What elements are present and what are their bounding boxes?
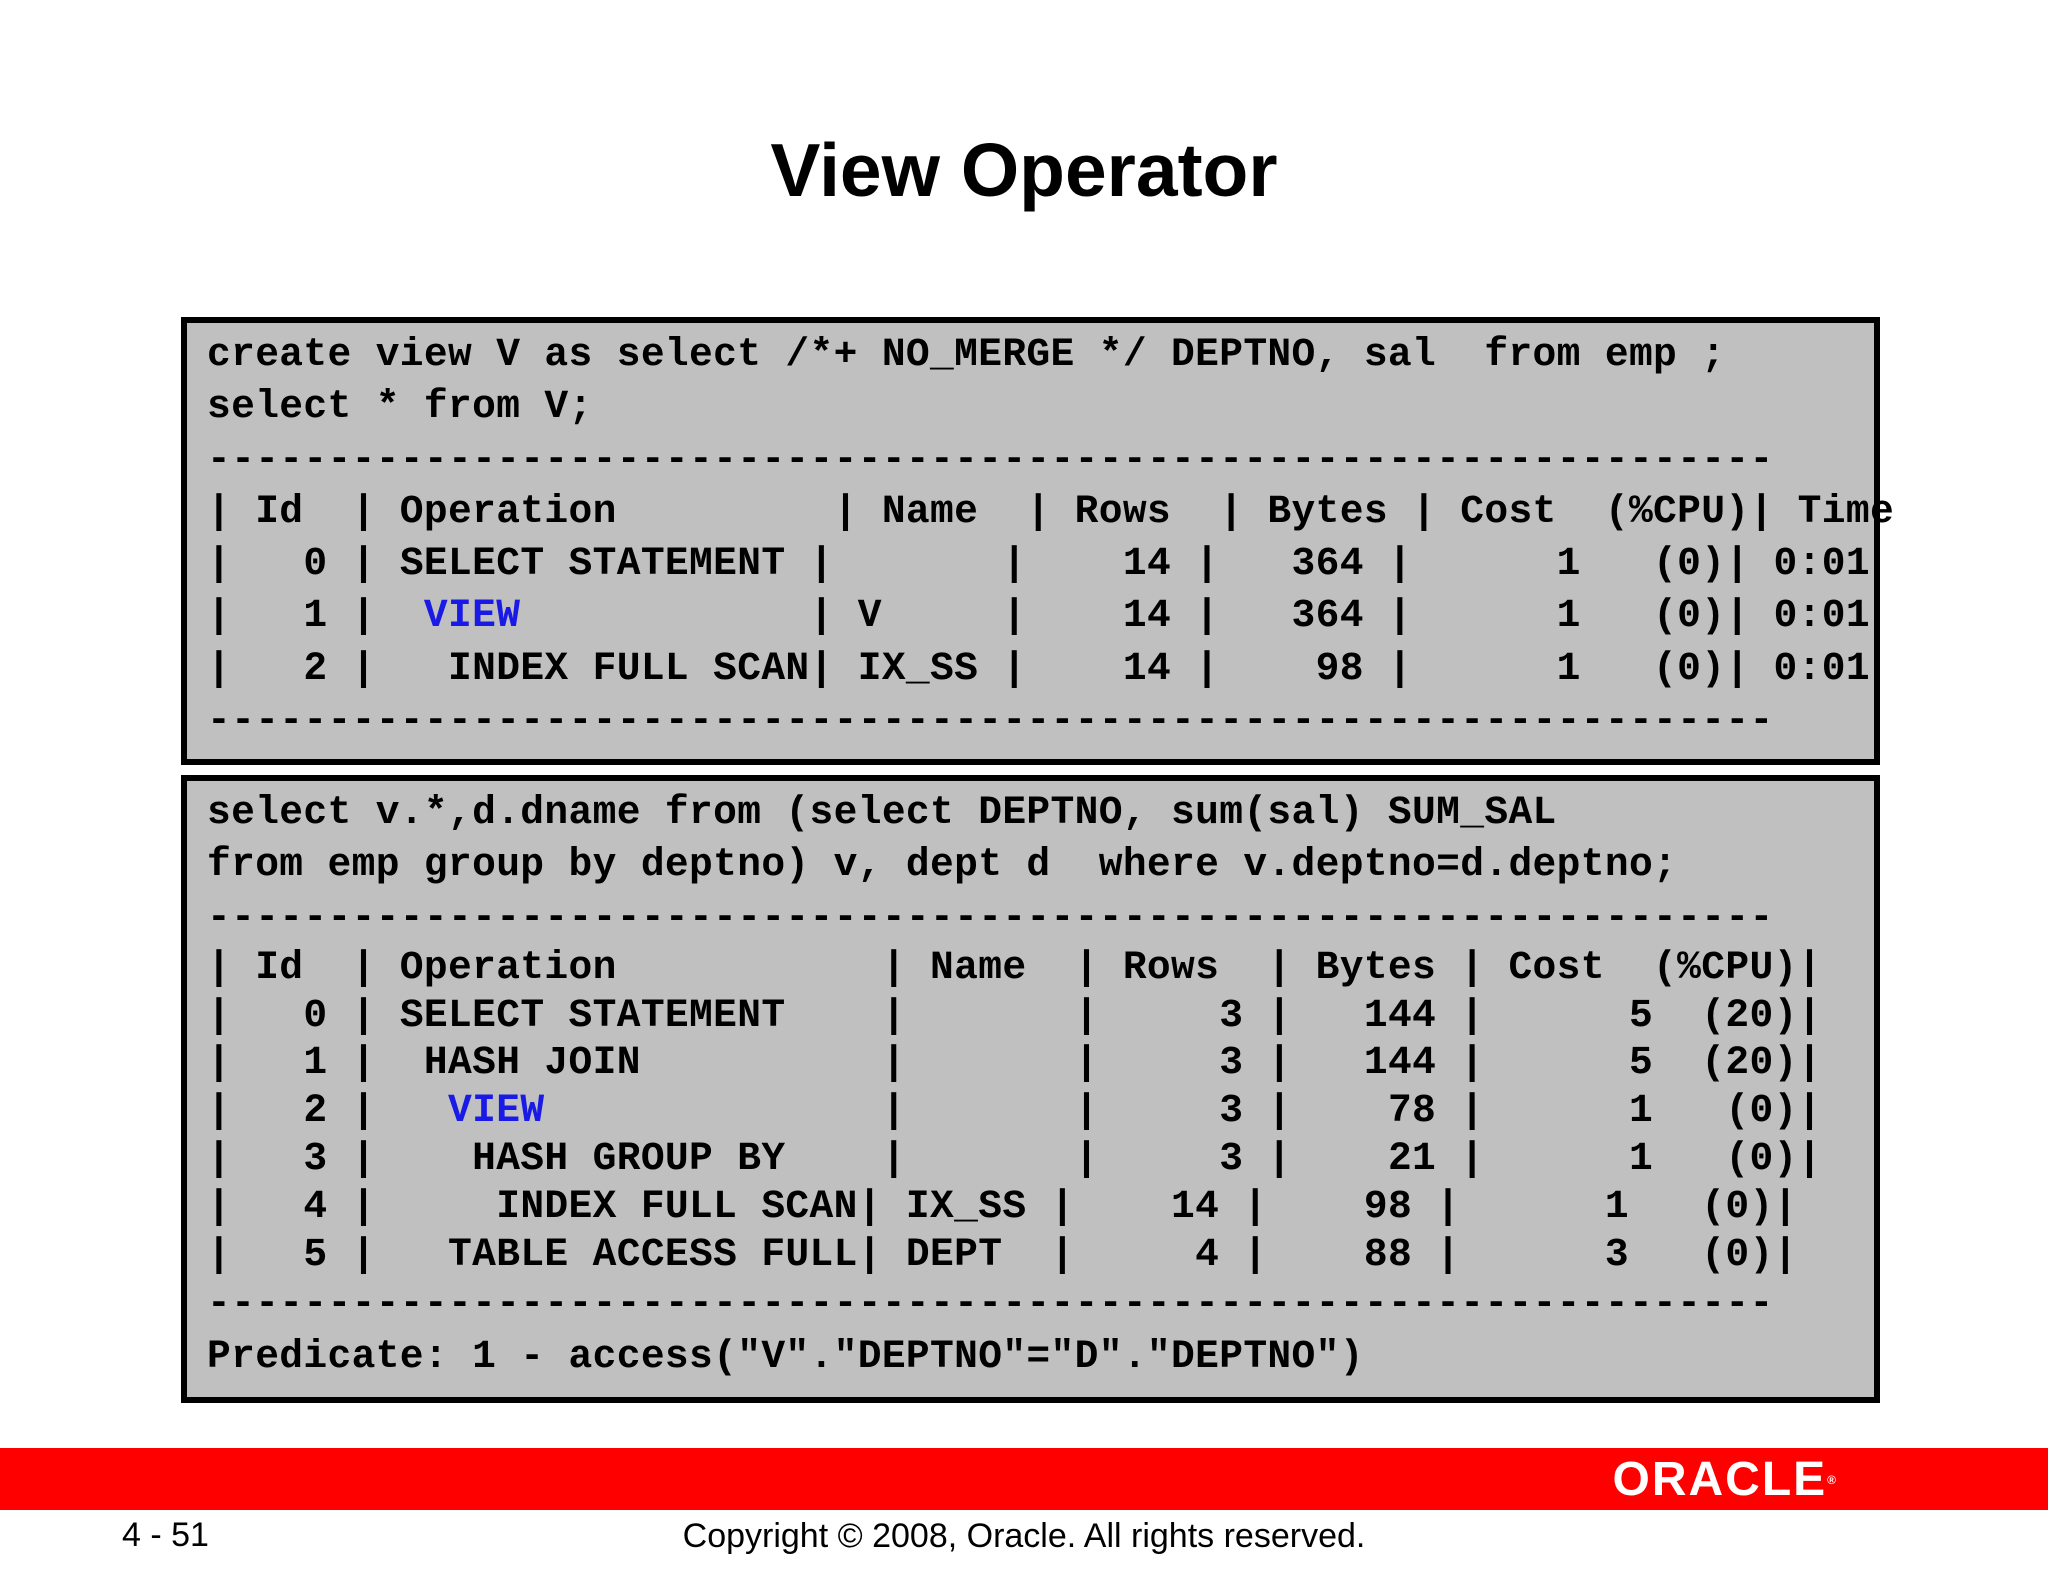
plan-row [207,1087,1874,1135]
slide-title: View Operator [770,128,1278,212]
plan-row-prefix: | 2 | [207,1088,449,1134]
plan-header: | Id | Operation | Name | Rows | Bytes | Cost (%CPU)| Time [207,488,1895,534]
execution-plan-box-inline-view [181,775,1880,1403]
plan-divider: ----------------------------------------------------------------- [207,436,1774,482]
plan-row-values: | | 3 | 21 | 1 (0)| [785,1136,1822,1182]
view-operation-highlight: VIEW [448,1088,545,1134]
plan-row [207,1183,1874,1231]
plan-operation: TABLE ACCESS FULL [448,1231,858,1277]
plan-row-values: | DEPT | 4 | 88 | 3 (0)| [857,1231,1798,1277]
plan-operation: SELECT STATEMENT [399,992,786,1038]
plan-row-prefix: | 3 | [207,1136,473,1182]
execution-plan-box-view [181,317,1895,765]
plan-row-prefix: | 1 | [207,593,424,639]
plan-row-prefix: | 0 | [207,992,400,1038]
plan-divider: ----------------------------------------------------------------- [207,1281,1774,1327]
plan-operation: INDEX FULL SCAN [448,645,810,691]
plan-row [207,590,1874,642]
plan-row [207,992,1874,1040]
slide-number: 4 - 51 [122,1516,209,1554]
plan-divider: ----------------------------------------------------------------- [207,698,1774,744]
plan-row-values: | IX_SS | 14 | 98 | 1 (0)| [857,1183,1798,1229]
plan-operation: INDEX FULL SCAN [496,1183,858,1229]
plan-row-prefix: | 4 | [207,1183,497,1229]
plan-operation: SELECT STATEMENT [399,541,810,587]
plan-row-prefix: | 2 | [207,645,449,691]
plan-row-values: | | 3 | 78 | 1 (0)| [544,1088,1822,1134]
plan-row [207,1135,1874,1183]
plan-row-values: | IX_SS | 14 | 98 | 1 (0)| 0:01 [809,645,1870,691]
sql-line: from emp group by deptno) v, dept d where v.deptno=d.deptno; [207,842,1678,888]
plan-row [207,1231,1874,1279]
sql-line: select v.*,d.dname from (select DEPTNO, sum(sal) SUM_SAL [207,790,1557,835]
copyright-notice: Copyright © 2008, Oracle. All rights reserved. [682,1517,1366,1555]
oracle-logo-text: ORACLE [1612,1453,1828,1506]
plan-row-values: | | 14 | 364 | 1 (0)| 0:01 [809,541,1870,587]
plan-row-prefix: | 0 | [207,541,400,587]
plan-row-prefix: | 1 | [207,1040,424,1086]
view-operation-highlight: VIEW [423,593,521,639]
plan-operation: HASH GROUP BY [472,1136,786,1182]
sql-line: select * from V; [207,384,593,430]
plan-row-values: | V | 14 | 364 | 1 (0)| 0:01 [520,593,1870,639]
plan-row-values: | | 3 | 144 | 5 (20)| [785,992,1822,1038]
plan-row [207,643,1874,695]
plan-row [207,1039,1874,1087]
plan-row [207,538,1874,590]
plan-divider: ----------------------------------------------------------------- [207,894,1774,940]
predicate-info: Predicate: 1 - access("V"."DEPTNO"="D"."DEPTNO") [207,1333,1364,1379]
plan-row-values: | | 3 | 144 | 5 (20)| [640,1040,1822,1086]
oracle-logo [1612,1454,1836,1506]
sql-line: create view V as select /*+ NO_MERGE */ DEPTNO, sal from emp ; [207,332,1726,377]
plan-row-prefix: | 5 | [207,1231,449,1277]
registered-mark: ® [1827,1473,1836,1487]
plan-header: | Id | Operation | Name | Rows | Bytes | Cost (%CPU)| [207,944,1822,990]
plan-operation: HASH JOIN [423,1040,641,1086]
